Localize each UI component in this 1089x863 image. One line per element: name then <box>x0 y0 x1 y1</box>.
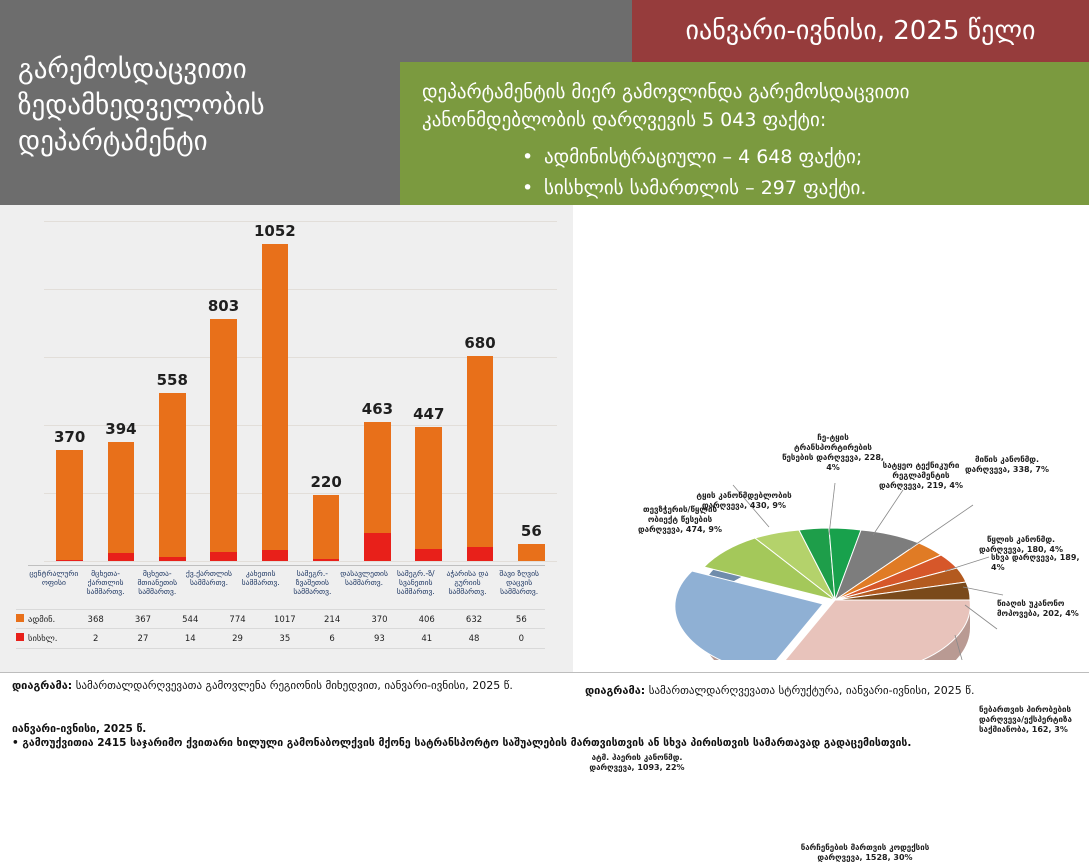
summary-lead-text: დეპარტამენტის მიერ გამოვლინდა გარემოსდაცვითი კანონმდებლობის დარღვევის 5 043 ფაქტი: <box>422 81 910 131</box>
bar-group <box>156 371 188 561</box>
legend-value: 214 <box>324 614 341 625</box>
caption-left-text: სამართალდარღვევათა გამოვლენა რეგიონის მიხედვით, იანვარი-ივნისი, 2025 წ. <box>72 679 513 692</box>
bar-segment-admin <box>262 244 289 550</box>
bar-segment-admin <box>159 393 186 557</box>
bar-segment-admin <box>467 356 494 546</box>
legend-value: 367 <box>134 614 152 625</box>
footer-line-2: • გამოუქვითია 2415 საჯარიმო ქვითარი ხილული გამონაბოლქვის მქონე სატრანსპორტო საშუალების მართვისთვის ან სხვა პირისთვის სამართავად გადაცემისთვის. <box>12 737 912 749</box>
bar-segment-criminal <box>159 557 186 561</box>
pie-label-water: წყლის კანონმდ. დარღვევა, 180, 4% <box>978 535 1064 554</box>
bar-segment-admin <box>56 450 83 561</box>
legend-value: 2 <box>92 633 99 644</box>
bar-plot-area <box>44 221 557 561</box>
bar-group <box>53 427 86 561</box>
pie-label-air: ატმ. ჰაერის კანონმდ. დარღვევა, 1093, 22% <box>589 753 685 772</box>
legend-value: 632 <box>465 614 483 625</box>
legend-value: 29 <box>232 633 243 644</box>
bar-group <box>310 472 342 561</box>
caption-right-text: სამართალდარღვევათა სტრუქტურა, იანვარი-ივნისი, 2025 წ. <box>645 684 975 697</box>
pie-label-fishing: თევზჭერის/წყლის ობიექტ წესების დარღვევა, 474, 9% <box>637 505 723 534</box>
bar-segment-criminal <box>467 547 494 561</box>
legend-value: 93 <box>374 633 385 644</box>
bar-segment-admin <box>518 544 545 561</box>
legend-value: 35 <box>279 633 291 644</box>
legend-row-criminal <box>16 628 545 649</box>
bar-group <box>518 522 545 561</box>
bar-segment-criminal <box>210 552 237 561</box>
legend-value: 27 <box>137 633 149 644</box>
legend-value: 774 <box>229 614 246 625</box>
header-summary-block <box>400 62 1089 205</box>
caption-right <box>585 684 1080 697</box>
bullet-admin: • ადმინისტრაციული – 4 648 ფაქტი; <box>518 142 1078 173</box>
pie-label-transport: ჩე-ტყის ტრანსპორტირების წესების დარღვევა, 228, 4% <box>782 433 884 472</box>
category-label: სამეგრ.-ზვაშეთის სამმართვ. <box>293 569 332 596</box>
legend-swatch-admin <box>16 614 28 625</box>
gridline <box>44 561 557 562</box>
bar-segment-criminal <box>415 549 442 561</box>
category-label: სამეგრ.-ზ/სვანეთის სამმართვ. <box>396 569 435 596</box>
caption-divider <box>0 672 1089 673</box>
legend-label-criminal: სისხლ. <box>28 633 58 644</box>
bar-value-label: 370 <box>53 427 86 446</box>
category-label: ცენტრალური ოფისი <box>29 569 79 587</box>
legend-value: 368 <box>87 614 104 625</box>
bar-group <box>413 404 445 561</box>
category-label: მცხეთა-ქართლის სამმართვ. <box>86 569 125 596</box>
bar-group <box>105 420 137 561</box>
category-axis <box>28 567 545 607</box>
bar-value-label: 680 <box>464 334 496 353</box>
bar-group <box>253 222 296 561</box>
bar-value-label: 394 <box>105 420 137 439</box>
footer-line-1: იანვარი-ივნისი, 2025 წ. <box>12 723 147 735</box>
pie-slices <box>675 528 970 660</box>
bar-segment-criminal <box>56 560 83 561</box>
legend-value: 56 <box>515 614 527 625</box>
bar-value-label: 220 <box>310 472 342 491</box>
bar-segment-criminal <box>108 553 135 561</box>
legend-value: 370 <box>371 614 388 625</box>
gridline <box>44 289 557 290</box>
bar-chart <box>16 215 561 565</box>
legend-label-admin: ადმინ. <box>28 614 56 625</box>
legend-value: 406 <box>418 614 435 625</box>
header-left-block <box>0 0 400 205</box>
pie-label-waste: ნარჩენების მართვის კოდექსის დარღვევა, 1528, 30% <box>800 843 930 862</box>
bar-value-label: 447 <box>413 404 445 423</box>
caption-left <box>12 678 552 693</box>
legend-value: 0 <box>518 633 525 644</box>
category-label: დასავლეთის სამმართვ. <box>340 569 388 587</box>
legend-swatch-criminal <box>16 633 28 644</box>
footer-notes <box>12 722 1072 750</box>
bar-segment-admin <box>210 319 237 552</box>
bar-segment-criminal <box>313 559 340 561</box>
pie-label-permit: ნებართვის პირობების დარღვევა/ექსპერტიზა საქმიანობა, 162, 3% <box>979 705 1072 734</box>
legend-values-admin <box>72 615 545 625</box>
legend-value: 1017 <box>274 614 296 625</box>
bar-value-label: 803 <box>207 297 240 316</box>
bar-group <box>207 297 240 561</box>
category-label: ქვ.ქართლის სამმართვ. <box>185 569 232 587</box>
legend-value: 41 <box>421 633 433 644</box>
bar-segment-criminal <box>364 533 391 561</box>
bar-chart-panel <box>0 205 573 672</box>
legend-values-criminal <box>72 634 545 644</box>
bar-value-label: 1052 <box>253 222 296 241</box>
bar-value-label: 56 <box>520 522 542 541</box>
legend-value: 14 <box>184 633 196 644</box>
legend-value: 6 <box>329 633 335 644</box>
pie-label-land: მიწის კანონმდ. დარღვევა, 338, 7% <box>964 455 1050 474</box>
bar-value-label: 463 <box>361 399 394 418</box>
pie-label-forest: ტყის კანონმდებლობის დარღვევა, 430, 9% <box>696 491 792 510</box>
bar-group <box>464 334 496 561</box>
bar-group <box>361 399 394 561</box>
bar-segment-criminal <box>262 550 289 561</box>
bar-value-label: 558 <box>156 371 188 390</box>
category-label: კახეთის სამმართვ. <box>241 569 280 587</box>
bar-segment-admin <box>415 427 442 549</box>
legend-row-admin <box>16 609 545 629</box>
bar-segment-admin <box>364 422 391 533</box>
legend-value: 544 <box>182 614 199 625</box>
category-label: აჭარისა და გურიის სამმართვ. <box>446 569 489 596</box>
category-label: შავი ზღვის დაცვის სამმართვ. <box>499 569 539 596</box>
bullet-criminal: • სისხლის სამართლის – 297 ფაქტი. <box>518 173 1078 204</box>
pie-label-mining: წიაღის უკანონო მოპოვება, 202, 4% <box>997 599 1079 618</box>
caption-right-bold: დიაგრამა: <box>585 684 646 697</box>
date-badge: იანვარი-ივნისი, 2025 წელი <box>632 0 1089 62</box>
x-axis-line <box>28 565 545 566</box>
department-title: გარემოსდაცვითი ზედამხედველობის დეპარტამენტი <box>18 54 265 157</box>
pie-label-other: სხვა დარღვევა, 189, 4% <box>991 553 1080 572</box>
caption-left-bold: დიაგრამა: <box>12 679 73 692</box>
bar-segment-admin <box>108 442 135 552</box>
summary-bullets <box>518 142 1078 204</box>
category-label: მცხეთა-მთიანეთის სამმართვ. <box>137 569 178 596</box>
pie-label-technical: სატყეო ტექნიკური რეგლამენტის დარღვევა, 219, 4% <box>878 461 964 490</box>
legend-value: 48 <box>468 633 480 644</box>
bar-segment-admin <box>313 495 340 559</box>
